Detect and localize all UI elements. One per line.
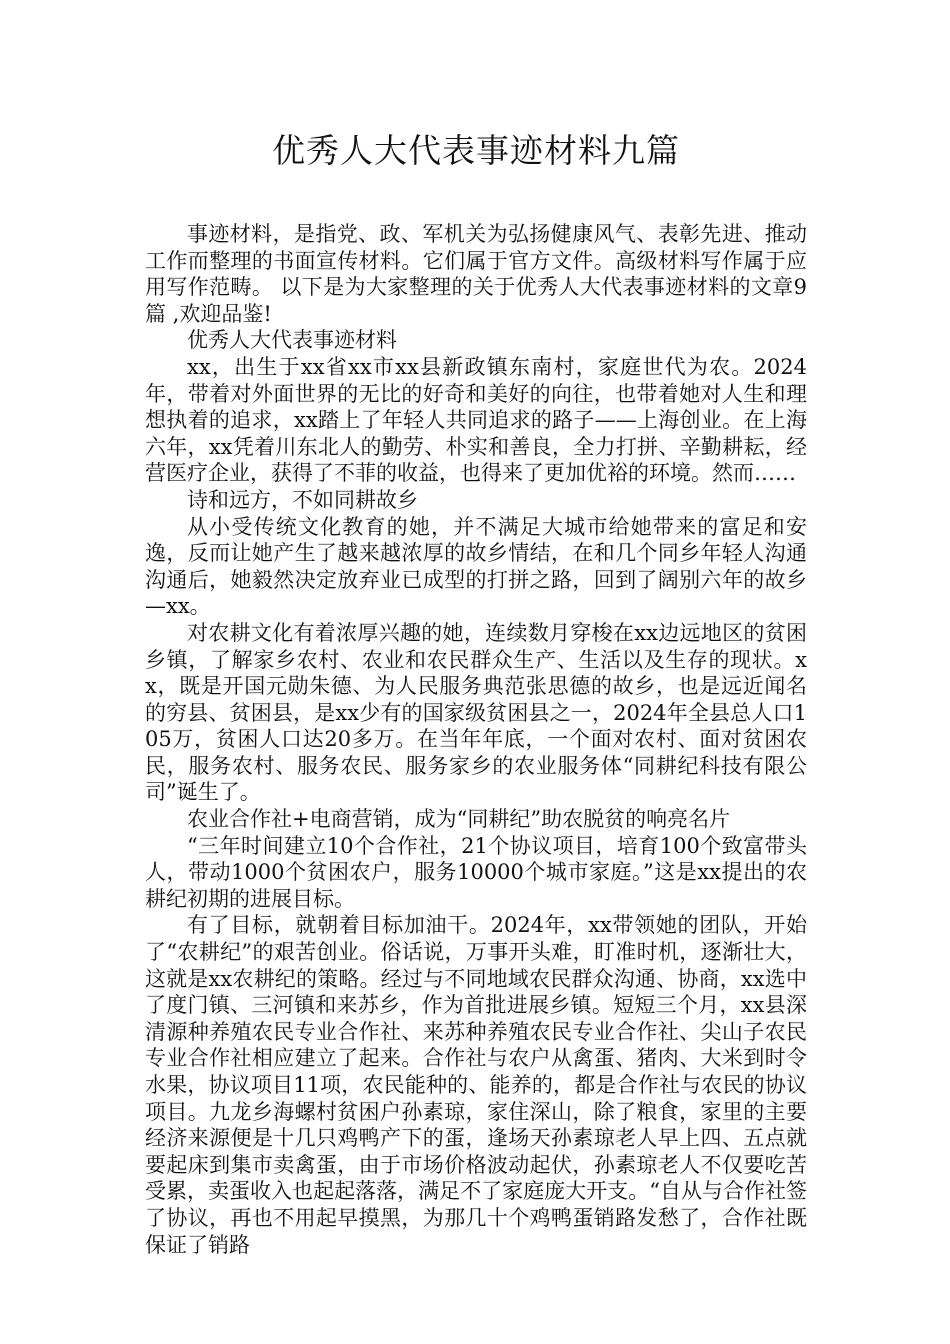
section-heading: 诗和远方，不如同耕故乡: [187, 487, 418, 512]
body-paragraph: 对农耕文化有着浓厚兴趣的她，连续数月穿梭在xx边远地区的贫困乡镇，了解家乡农村、农业和农民群众生产、生活以及生存的现状。xx，既是开国元勋朱德、为人民服务典范张思德的故乡，也是远近闻名的穷县、贫困县，是xx少有的国家级贫困县之一，2024年全县总人口105万，贫困人口达20多万。在当年年底，一个面对农村、面对贫困农民，服务农村、服务农民、服务家乡的农业服务体“同耕纪科技有限公司”诞生了。: [145, 620, 807, 805]
intro-paragraph: 事迹材料，是指党、政、军机关为弘扬健康风气、表彰先进、推动工作而整理的书面宣传材料。它们属于官方文件。高级材料写作属于应用写作范畴。 以下是为大家整理的关于优秀人大代表事迹材料的文章9篇 ,欢迎品鉴!: [145, 222, 807, 326]
body-paragraph: “三年时间建立10个合作社，21个协议项目，培育100个致富带头人，带动1000个贫困农户，服务10000个城市家庭。”这是xx提出的农耕纪初期的进展目标。: [145, 833, 807, 911]
body-paragraph: xx，出生于xx省xx市xx县新政镇东南村，家庭世代为农。2024年，带着对外面世界的无比的好奇和美好的向往，也带着她对人生和理想执着的追求，xx踏上了年轻人共同追求的路子——上海创业。在上海六年，xx凭着川东北人的勤劳、朴实和善良，全力打拼、辛勤耕耘，经营医疗企业，获得了不菲的收益，也得来了更加优裕的环境。然而……: [145, 354, 807, 486]
document-title: 优秀人大代表事迹材料九篇: [272, 131, 680, 170]
section-heading: 优秀人大代表事迹材料: [187, 328, 397, 353]
document-body: [145, 221, 807, 1258]
section-heading: 农业合作社+电商营销，成为“同耕纪”助农脱贫的响亮名片: [187, 807, 731, 832]
body-paragraph: 从小受传统文化教育的她，并不满足大城市给她带来的富足和安逸，反而让她产生了越来越浓厚的故乡情结，在和几个同乡年轻人沟通沟通后，她毅然决定放弃业已成型的打拼之路，回到了阔别六年的故乡—xx。: [145, 514, 807, 619]
body-paragraph: 有了目标，就朝着目标加油干。2024年，xx带领她的团队，开始了“农耕纪”的艰苦创业。俗话说，万事开头难，盯准时机，逐渐壮大，这就是xx农耕纪的策略。经过与不同地域农民群众沟通、协商，xx选中了度门镇、三河镇和来苏乡，作为首批进展乡镇。短短三个月，xx县深清源种养殖农民专业合作社、来苏种养殖农民专业合作社、尖山子农民专业合作社相应建立了起来。合作社与农户从禽蛋、猪肉、大米到时令水果，协议项目11项，农民能种的、能养的，都是合作社与农民的协议项目。九龙乡海螺村贫困户孙素琼，家住深山，除了粮食，家里的主要经济来源便是十几只鸡鸭产下的蛋，逢场天孙素琼老人早上四、五点就要起床到集市卖禽蛋，由于市场价格波动起伏，孙素琼老人不仅要吃苦受累，卖蛋收入也起起落落，满足不了家庭庞大开支。“自从与合作社签了协议，再也不用起早摸黑，为那几十个鸡鸭蛋销路发愁了，合作社既保证了销路: [145, 913, 807, 1257]
